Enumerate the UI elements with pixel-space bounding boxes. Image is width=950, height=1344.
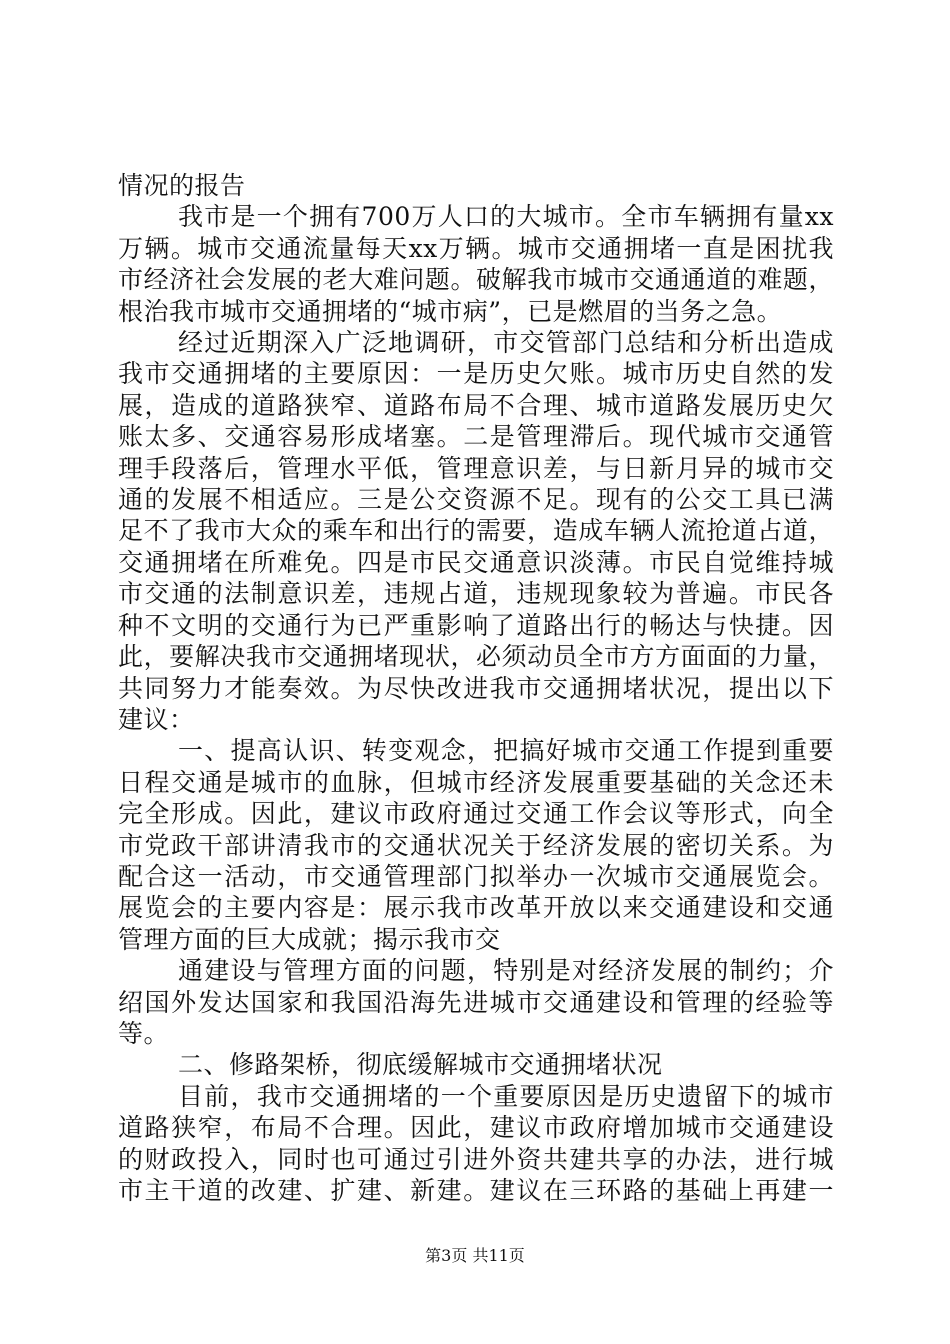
page-footer: 第3页 共11页 [425, 1246, 525, 1265]
text-line: 二、修路架桥，彻底缓解城市交通拥堵状况 [178, 1050, 663, 1080]
text-line: 完全形成。因此，建议市政府通过交通工作会议等形式，向全 [118, 799, 834, 829]
text-line: 建议： [118, 704, 195, 734]
text-line: 账太多、交通容易形成堵塞。二是管理滞后。现代城市交通管 [118, 422, 834, 452]
text-line: 理手段落后，管理水平低，管理意识差，与日新月异的城市交 [118, 453, 834, 483]
text-line: 市交通的法制意识差，违规占道，违规现象较为普遍。市民各 [118, 579, 834, 609]
text-line: 的财政投入，同时也可通过引进外资共建共享的办法，进行城 [118, 1144, 834, 1174]
text-line: 展，造成的道路狭窄、道路布局不合理、城市道路发展历史欠 [118, 390, 834, 420]
text-line: 种不文明的交通行为已严重影响了道路出行的畅达与快捷。因 [118, 610, 834, 640]
text-line: 管理方面的巨大成就；揭示我市交 [118, 924, 501, 954]
text-line: 市经济社会发展的老大难问题。破解我市城市交通通道的难题， [118, 265, 834, 295]
text-line: 目前，我市交通拥堵的一个重要原因是历史遗留下的城市 [178, 1081, 834, 1111]
text-line: 我市交通拥堵的主要原因：一是历史欠账。城市历史自然的发 [118, 359, 834, 389]
text-line: 我市是一个拥有700万人口的大城市。全市车辆拥有量xx [178, 202, 834, 232]
text-line: 情况的报告 [118, 171, 246, 200]
text-line: 日程交通是城市的血脉，但城市经济发展重要基础的关念还未 [118, 767, 834, 797]
text-line: 交通拥堵在所难免。四是市民交通意识淡薄。市民自觉维持城 [118, 547, 834, 577]
text-line: 配合这一活动，市交通管理部门拟举办一次城市交通展览会。 [118, 861, 834, 891]
text-line: 等。 [118, 1018, 170, 1048]
text-line: 经过近期深入广泛地调研，市交管部门总结和分析出造成 [178, 328, 834, 358]
text-line: 此，要解决我市交通拥堵现状，必须动员全市方方面面的力量， [118, 642, 834, 672]
text-line: 绍国外发达国家和我国沿海先进城市交通建设和管理的经验等 [118, 987, 834, 1017]
text-line: 通建设与管理方面的问题，特别是对经济发展的制约；介 [178, 956, 834, 986]
text-line: 展览会的主要内容是：展示我市改革开放以来交通建设和交通 [118, 893, 834, 923]
document-body [118, 170, 834, 1206]
text-line: 道路狭窄，布局不合理。因此，建议市政府增加城市交通建设 [118, 1113, 834, 1143]
text-line: 市党政干部讲清我市的交通状况关于经济发展的密切关系。为 [118, 830, 834, 860]
text-line: 万辆。城市交通流量每天xx万辆。城市交通拥堵一直是困扰我 [118, 233, 834, 263]
text-line: 通的发展不相适应。三是公交资源不足。现有的公交工具已满 [118, 485, 834, 515]
text-line: 市主干道的改建、扩建、新建。建议在三环路的基础上再建一 [118, 1176, 834, 1205]
text-line: 足不了我市大众的乘车和出行的需要，造成车辆人流抢道占道， [118, 516, 834, 546]
text-line: 一、提高认识、转变观念，把搞好城市交通工作提到重要 [178, 736, 834, 766]
text-line: 共同努力才能奏效。为尽快改进我市交通拥堵状况，提出以下 [118, 673, 834, 703]
text-line: 根治我市城市交通拥堵的“城市病”，已是燃眉的当务之急。 [118, 296, 783, 326]
